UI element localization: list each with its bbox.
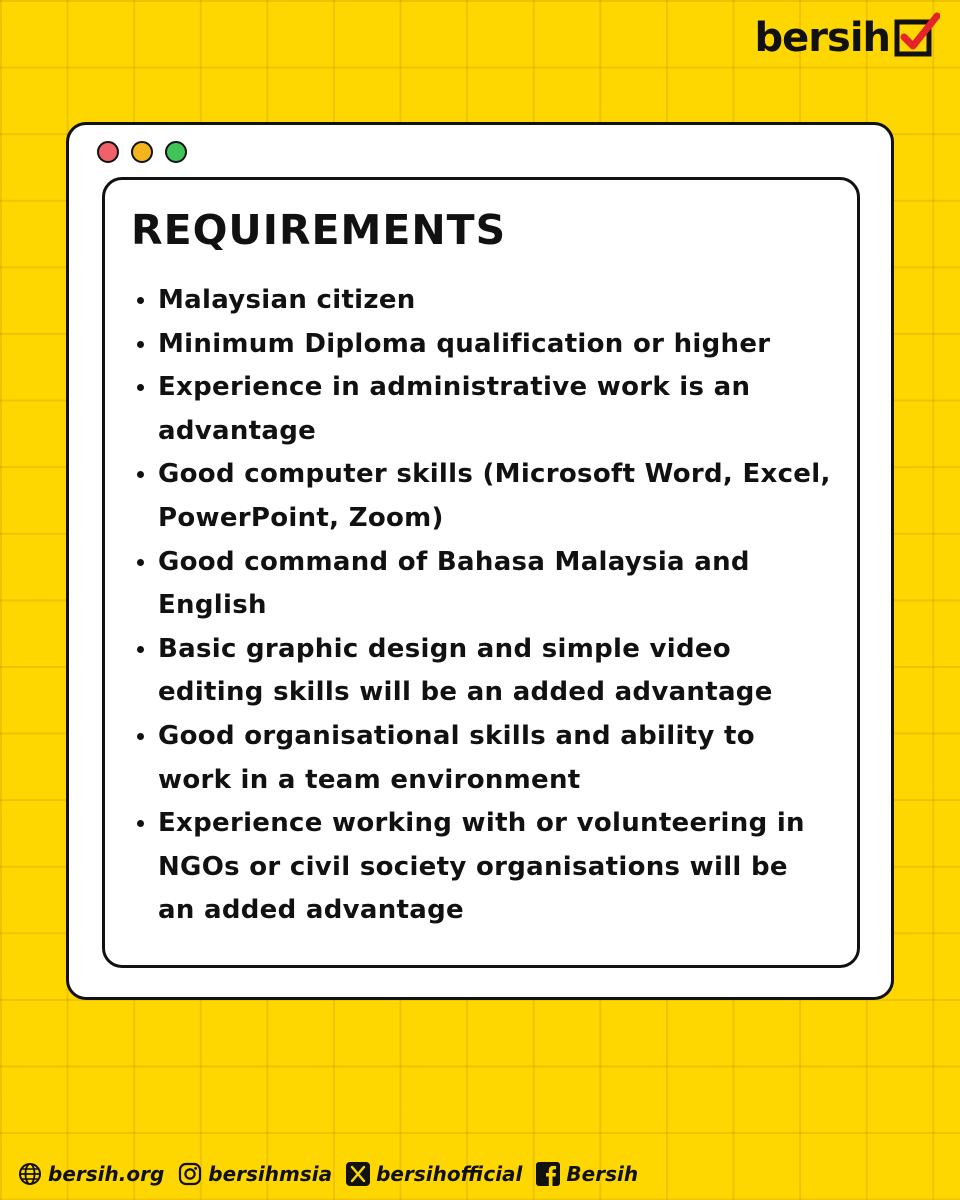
window-dot-green [165,141,187,163]
window-dot-yellow [131,141,153,163]
requirement-text: Good computer skills (Microsoft Word, Excel, PowerPoint, Zoom) [158,459,831,533]
requirement-item [133,279,833,323]
bullet-icon [137,820,144,827]
globe-icon [18,1162,42,1186]
social-footer [0,1148,960,1200]
window-dot-red [97,141,119,163]
requirements-panel [102,177,860,968]
requirement-text: Experience in administrative work is an advantage [158,372,751,446]
logo-wordmark: bersih [754,15,890,61]
requirement-text: Good command of Bahasa Malaysia and English [158,546,750,621]
x-link[interactable] [346,1162,522,1186]
website-link[interactable] [18,1162,164,1186]
bullet-icon [137,559,144,566]
requirement-text: Basic graphic design and simple video editing skills will be an added advantage [158,633,773,708]
facebook-icon [536,1162,560,1186]
website-text: bersih.org [48,1162,165,1186]
requirement-item [133,323,833,367]
bullet-icon [137,297,144,304]
requirements-list [133,279,833,933]
browser-window [66,122,894,1000]
requirement-item [133,453,833,540]
bullet-icon [137,384,144,391]
requirement-item [133,628,833,715]
requirement-text: Minimum Diploma qualification or higher [158,328,771,359]
requirement-text: Good organisational skills and ability to work in a team environment [158,720,755,795]
instagram-icon [178,1162,202,1186]
bullet-icon [137,471,144,478]
requirement-item [133,715,833,802]
bullet-icon [137,341,144,348]
facebook-link[interactable] [536,1162,638,1186]
instagram-text: bersihmsia [208,1162,333,1186]
instagram-link[interactable] [178,1162,332,1186]
requirement-text: Experience working with or volunteering in NGOs or civil society organisations will be an added advantage [158,808,805,926]
requirement-item [133,802,833,933]
bullet-icon [137,646,144,653]
page-title: REQUIREMENTS [131,206,507,254]
facebook-text: Bersih [566,1162,639,1186]
checkbox-check-icon [894,12,940,58]
bersih-logo [754,12,940,61]
x-text: bersihofficial [376,1162,523,1186]
requirement-item [133,366,833,453]
window-controls [97,141,187,163]
bullet-icon [137,733,144,740]
x-icon [346,1162,370,1186]
requirement-text: Malaysian citizen [158,285,416,315]
requirement-item [133,541,833,628]
